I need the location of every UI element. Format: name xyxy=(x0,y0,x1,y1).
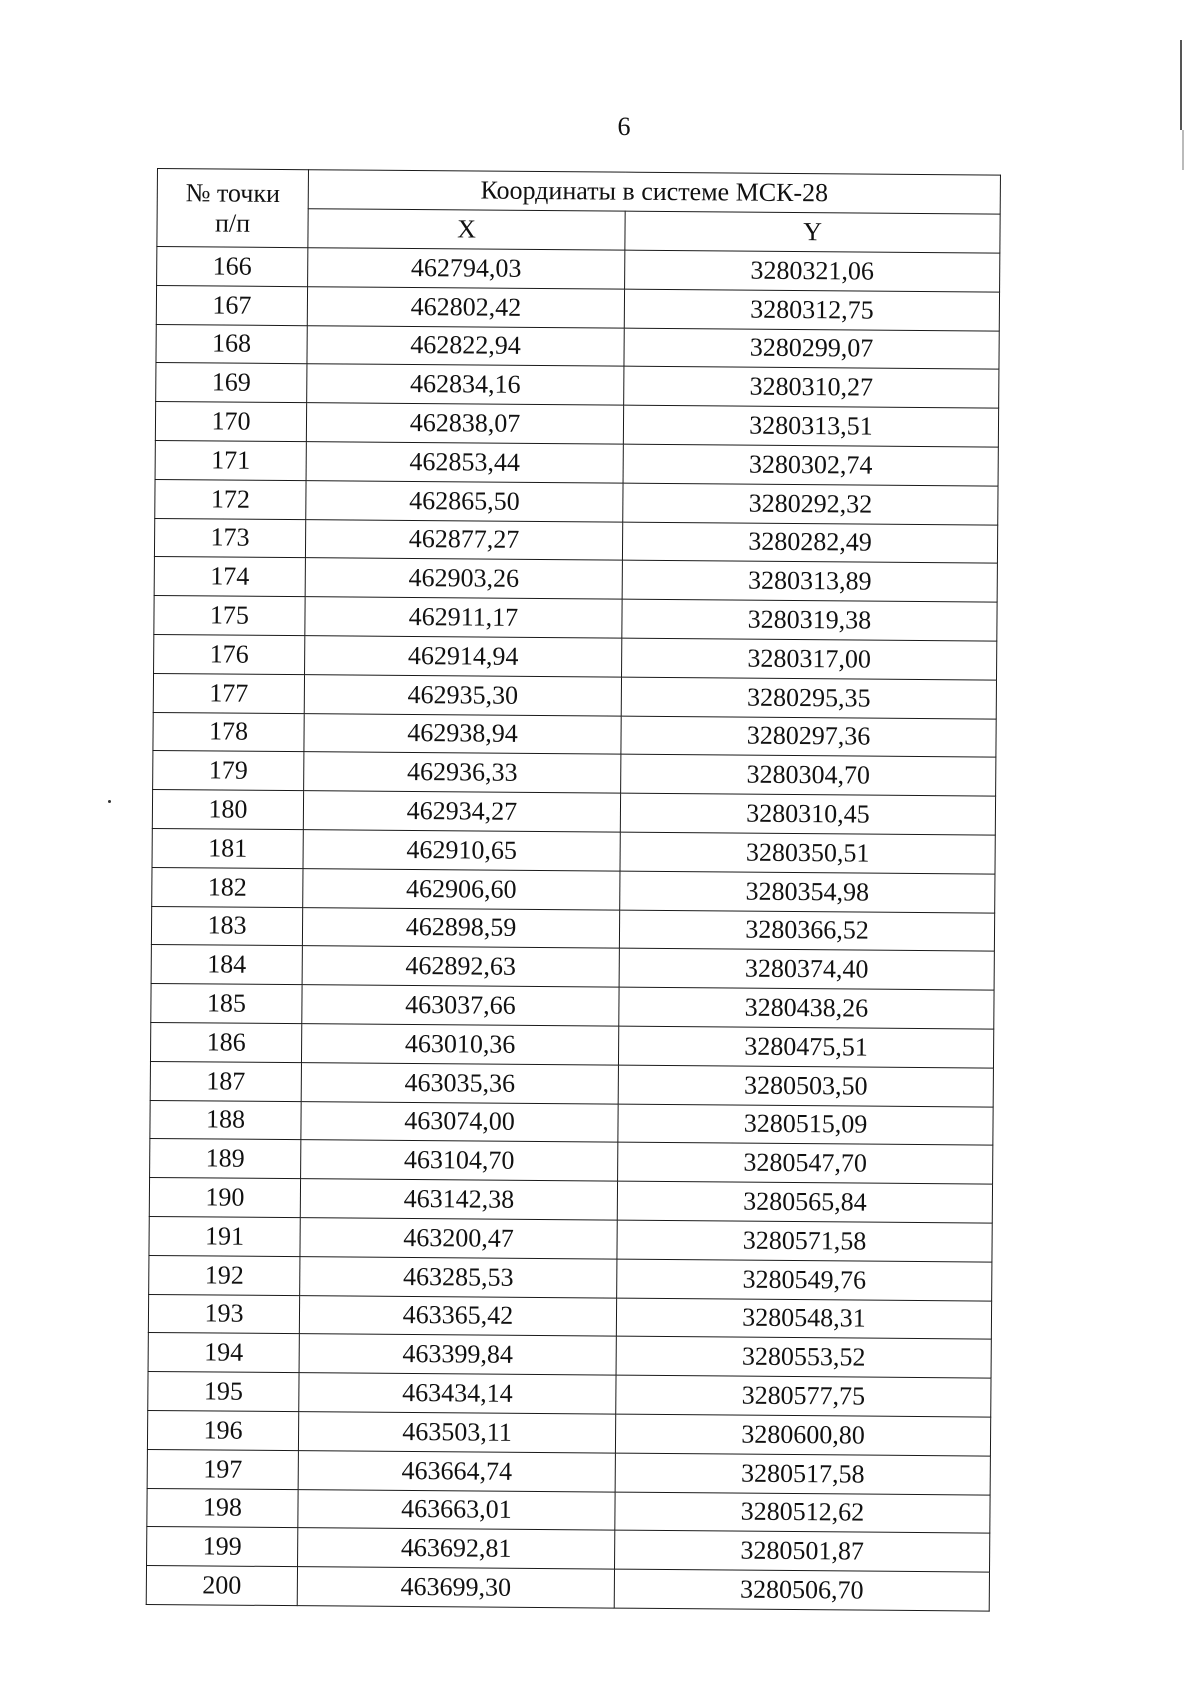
y-coordinate-cell: 3280310,45 xyxy=(620,793,995,835)
point-number-cell: 183 xyxy=(151,906,302,946)
point-number-cell: 169 xyxy=(156,363,307,403)
y-coordinate-cell: 3280299,07 xyxy=(624,328,999,370)
y-coordinate-cell: 3280553,52 xyxy=(616,1336,991,1378)
table-row xyxy=(154,557,997,602)
y-coordinate-cell: 3280438,26 xyxy=(619,987,994,1029)
y-coordinate-cell: 3280354,98 xyxy=(620,871,995,913)
x-coordinate-cell: 463142,38 xyxy=(300,1179,617,1220)
y-coordinate-cell: 3280515,09 xyxy=(618,1104,993,1146)
header-point-number xyxy=(157,169,309,248)
page-number: 6 xyxy=(617,112,631,141)
y-coordinate-cell: 3280317,00 xyxy=(622,638,997,680)
table-row xyxy=(151,945,994,990)
point-number-cell: 192 xyxy=(149,1255,300,1295)
point-number-cell: 166 xyxy=(157,247,308,287)
x-coordinate-cell: 462934,27 xyxy=(303,791,620,832)
table-row xyxy=(154,596,997,641)
header-row-top xyxy=(157,169,1000,215)
point-number-cell: 171 xyxy=(155,440,306,480)
x-coordinate-cell: 462906,60 xyxy=(303,868,620,909)
table-row xyxy=(147,1527,990,1572)
point-number-cell: 198 xyxy=(147,1488,298,1528)
header-x: X xyxy=(308,209,625,250)
x-coordinate-cell: 462794,03 xyxy=(308,248,625,289)
scan-speck xyxy=(108,800,111,803)
point-number-cell: 181 xyxy=(152,828,303,868)
point-number-cell: 170 xyxy=(155,402,306,442)
point-number-cell: 194 xyxy=(148,1333,299,1373)
x-coordinate-cell: 462822,94 xyxy=(307,325,624,366)
x-coordinate-cell: 463010,36 xyxy=(301,1024,618,1065)
y-coordinate-cell: 3280517,58 xyxy=(615,1453,990,1495)
table-row xyxy=(155,402,998,447)
x-coordinate-cell: 463503,11 xyxy=(298,1412,615,1453)
table-row xyxy=(151,984,994,1029)
y-coordinate-cell: 3280577,75 xyxy=(616,1375,991,1417)
point-number-cell: 188 xyxy=(150,1100,301,1140)
point-number-cell: 195 xyxy=(148,1372,299,1412)
table-row xyxy=(150,1139,993,1184)
table-row xyxy=(155,440,998,485)
x-coordinate-cell: 462914,94 xyxy=(305,636,622,677)
y-coordinate-cell: 3280506,70 xyxy=(614,1569,989,1611)
y-coordinate-cell: 3280313,89 xyxy=(622,561,997,603)
y-coordinate-cell: 3280321,06 xyxy=(625,250,1000,292)
table-row xyxy=(152,790,995,835)
point-number-cell: 187 xyxy=(150,1061,301,1101)
table-row xyxy=(149,1216,992,1261)
x-coordinate-cell: 463285,53 xyxy=(300,1256,617,1297)
x-coordinate-cell: 463074,00 xyxy=(301,1101,618,1142)
y-coordinate-cell: 3280565,84 xyxy=(617,1181,992,1223)
table-row xyxy=(150,1100,993,1145)
point-number-cell: 191 xyxy=(149,1216,300,1256)
point-number-cell: 184 xyxy=(151,945,302,985)
scan-edge-mark-faint xyxy=(1182,130,1184,170)
y-coordinate-cell: 3280547,70 xyxy=(618,1142,993,1184)
y-coordinate-cell: 3280297,36 xyxy=(621,716,996,758)
y-coordinate-cell: 3280313,51 xyxy=(623,405,998,447)
y-coordinate-cell: 3280282,49 xyxy=(622,522,997,564)
table-row xyxy=(146,1566,989,1611)
x-coordinate-cell: 463035,36 xyxy=(301,1062,618,1103)
point-number-cell: 190 xyxy=(149,1178,300,1218)
y-coordinate-cell: 3280312,75 xyxy=(624,289,999,331)
y-coordinate-cell: 3280366,52 xyxy=(619,910,994,952)
y-coordinate-cell: 3280295,35 xyxy=(621,677,996,719)
header-y: Y xyxy=(625,211,1000,253)
table-row xyxy=(156,363,999,408)
point-number-cell: 199 xyxy=(147,1527,298,1567)
point-number-cell: 196 xyxy=(147,1410,298,1450)
table-row xyxy=(147,1488,990,1533)
table-row xyxy=(149,1178,992,1223)
x-coordinate-cell: 463663,01 xyxy=(298,1489,615,1530)
x-coordinate-cell: 462877,27 xyxy=(305,519,622,560)
x-coordinate-cell: 462853,44 xyxy=(306,442,623,483)
point-number-cell: 172 xyxy=(155,479,306,519)
x-coordinate-cell: 463200,47 xyxy=(300,1218,617,1259)
x-coordinate-cell: 463037,66 xyxy=(302,985,619,1026)
point-number-cell: 177 xyxy=(153,673,304,713)
table-row xyxy=(150,1022,993,1067)
table-body xyxy=(146,247,1000,1611)
point-number-cell: 197 xyxy=(147,1449,298,1489)
x-coordinate-cell: 463399,84 xyxy=(299,1334,616,1375)
y-coordinate-cell: 3280319,38 xyxy=(622,599,997,641)
point-number-cell: 168 xyxy=(156,324,307,364)
x-coordinate-cell: 463434,14 xyxy=(299,1373,616,1414)
x-coordinate-cell: 463664,74 xyxy=(298,1450,615,1491)
x-coordinate-cell: 462911,17 xyxy=(305,597,622,638)
y-coordinate-cell: 3280304,70 xyxy=(621,755,996,797)
scan-edge-mark xyxy=(1180,40,1182,130)
table-row xyxy=(152,828,995,873)
header-point-number-line1: № точки xyxy=(185,177,281,208)
table-row xyxy=(152,867,995,912)
header-point-number-line2: п/п xyxy=(214,207,251,238)
header-coordinates-group: Координаты в системе МСК-28 xyxy=(308,170,1000,214)
x-coordinate-cell: 462892,63 xyxy=(302,946,619,987)
table-row xyxy=(156,285,999,330)
table-row xyxy=(151,906,994,951)
x-coordinate-cell: 463365,42 xyxy=(299,1295,616,1336)
x-coordinate-cell: 462910,65 xyxy=(303,830,620,871)
x-coordinate-cell: 462838,07 xyxy=(306,403,623,444)
y-coordinate-cell: 3280503,50 xyxy=(618,1065,993,1107)
x-coordinate-cell: 462898,59 xyxy=(302,907,619,948)
y-coordinate-cell: 3280374,40 xyxy=(619,948,994,990)
point-number-cell: 178 xyxy=(153,712,304,752)
y-coordinate-cell: 3280350,51 xyxy=(620,832,995,874)
x-coordinate-cell: 462865,50 xyxy=(306,480,623,521)
x-coordinate-cell: 462935,30 xyxy=(304,674,621,715)
table-row xyxy=(153,712,996,757)
y-coordinate-cell: 3280548,31 xyxy=(616,1298,991,1340)
point-number-cell: 189 xyxy=(150,1139,301,1179)
table-row xyxy=(147,1449,990,1494)
x-coordinate-cell: 462802,42 xyxy=(307,286,624,327)
table-row xyxy=(153,751,996,796)
x-coordinate-cell: 462834,16 xyxy=(307,364,624,405)
point-number-cell: 193 xyxy=(148,1294,299,1334)
y-coordinate-cell: 3280302,74 xyxy=(623,444,998,486)
table-row xyxy=(156,324,999,369)
table-header xyxy=(157,169,1001,254)
y-coordinate-cell: 3280475,51 xyxy=(618,1026,993,1068)
table-row xyxy=(148,1372,991,1417)
table-row xyxy=(155,479,998,524)
y-coordinate-cell: 3280512,62 xyxy=(615,1492,990,1534)
table-row xyxy=(148,1294,991,1339)
y-coordinate-cell: 3280501,87 xyxy=(615,1530,990,1572)
y-coordinate-cell: 3280549,76 xyxy=(617,1259,992,1301)
point-number-cell: 174 xyxy=(154,557,305,597)
table-row xyxy=(154,634,997,679)
y-coordinate-cell: 3280571,58 xyxy=(617,1220,992,1262)
x-coordinate-cell: 463699,30 xyxy=(297,1567,614,1608)
point-number-cell: 167 xyxy=(156,285,307,325)
x-coordinate-cell: 462938,94 xyxy=(304,713,621,754)
y-coordinate-cell: 3280310,27 xyxy=(624,367,999,409)
table-row xyxy=(149,1255,992,1300)
table-row xyxy=(148,1333,991,1378)
point-number-cell: 180 xyxy=(152,790,303,830)
table-row xyxy=(147,1410,990,1455)
y-coordinate-cell: 3280600,80 xyxy=(615,1414,990,1456)
table-row xyxy=(157,247,1000,292)
table-row xyxy=(150,1061,993,1106)
point-number-cell: 173 xyxy=(154,518,305,558)
point-number-cell: 182 xyxy=(152,867,303,907)
point-number-cell: 175 xyxy=(154,596,305,636)
table-row xyxy=(153,673,996,718)
x-coordinate-cell: 462936,33 xyxy=(304,752,621,793)
point-number-cell: 185 xyxy=(151,984,302,1024)
point-number-cell: 200 xyxy=(146,1566,297,1606)
point-number-cell: 176 xyxy=(154,634,305,674)
point-number-cell: 186 xyxy=(150,1022,301,1062)
coordinates-table xyxy=(146,168,1001,1611)
x-coordinate-cell: 462903,26 xyxy=(305,558,622,599)
y-coordinate-cell: 3280292,32 xyxy=(623,483,998,525)
x-coordinate-cell: 463104,70 xyxy=(301,1140,618,1181)
point-number-cell: 179 xyxy=(153,751,304,791)
table-row xyxy=(154,518,997,563)
x-coordinate-cell: 463692,81 xyxy=(298,1528,615,1569)
